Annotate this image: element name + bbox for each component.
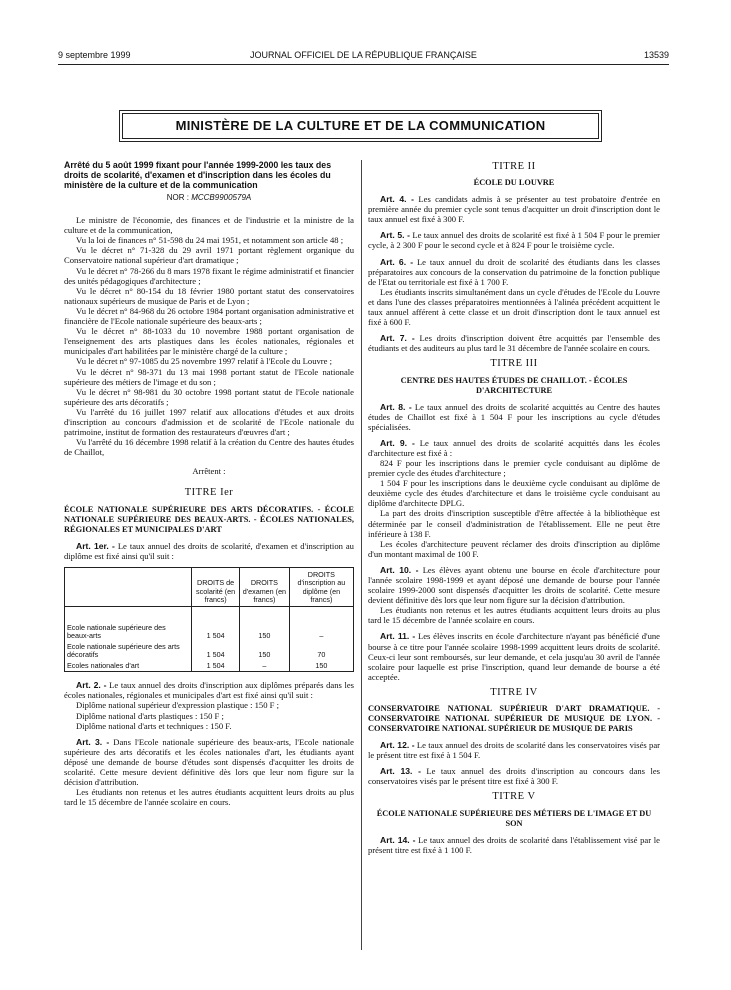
table-cell: 150 [289,661,353,672]
header-page-number: 13539 [643,50,669,60]
nor-label: NOR : [166,193,189,202]
article-10-label: Art. 10. - [380,564,419,575]
table-header-cell [65,567,192,606]
article-9-paragraph: 1 504 F pour les inscriptions dans le deuxième cycle conduisant au diplôme de deuxième cycle des études d'architecture et dans le troisième cycle conduisant au diplôme d'architecte DPLG. [368,478,660,509]
titre-5-subtitle: ÉCOLE NATIONALE SUPÉRIEURE DES MÉTIERS DE L'IMAGE ET DU SON [376,808,652,828]
header-date: 9 septembre 1999 [58,50,131,60]
table-header-cell: DROITS de scolarité (en francs) [192,567,240,606]
article-9-paragraph: Les écoles d'architecture peuvent réclamer des droits d'inscription au diplôme d'un montant maximal de 100 F. [368,538,660,559]
table-spacer-row [65,606,354,623]
preamble-line: Vu le décret n° 80-154 du 18 février 1980 portant statut des conservatoires nationaux supérieurs de musique de Paris et de Lyon ; [64,285,354,306]
nor-value: MCCB9900579A [191,193,252,202]
article-9-paragraph: 824 F pour les inscriptions dans le premier cycle conduisant au diplôme de premier cycle des études d'architecture ; [368,457,660,479]
article-13 [368,766,660,786]
article-13-text: Le taux annuel des droits d'inscription au concours dans les conservatoires visés par le présent titre est fixé à 300 F. [368,766,660,787]
table-cell: 1 504 [192,661,240,672]
titre-3-heading: TITRE III [490,358,538,370]
article-3-text: Dans l'Ecole nationale supérieure des beaux-arts, l'Ecole nationale supérieure des arts décoratifs et les écoles nationales d'art, les étudiants ayant déposé une demande de bourse d'études sont dispensés d'acquitter les droits de scolarité. Cette mesure devient définitive dès lors que leur nom figure sur la décision d'attribution. [64,736,354,788]
article-7-text: Les droits d'inscription doivent être acquittés par l'ensemble des étudiants et des auditeurs au plus tard le 31 décembre de l'année scolaire en cours. [368,333,660,354]
arretent-heading: Arrêtent : [192,466,226,477]
article-1-label: Art. 1er. - [76,540,115,551]
article-5 [368,230,660,250]
table-cell: – [240,661,290,672]
article-4-text: Les candidats admis à se présenter au test probatoire d'entrée en première année du premier cycle sont tenus d'acquitter un droit d'inscription dont le taux annuel est fixé à 300 F. [368,194,661,225]
article-9-text: Le taux annuel des droits de scolarité acquittés dans les écoles d'architecture est fixé à : [368,437,660,458]
diploma-item: Diplôme national supérieur d'expression plastique : 150 F ; [76,700,279,711]
left-column [64,160,354,807]
article-12 [368,740,660,760]
table-header-cell: DROITS d'inscription au diplôme (en francs) [289,567,353,606]
table-cell: 1 504 [192,642,240,661]
article-6-text-2: Les étudiants inscrits simultanément dans un cycle d'études de l'Ecole du Louvre et dans l'une des classes préparatoires mentionnées à l'alinéa précédent acquittent le taux annuel afférent à cette classe et un droit d'inscription dont le taux annuel est fixé à 600 F. [368,286,660,328]
article-4-label: Art. 4. - [380,194,415,205]
preamble-line: Vu le décret n° 97-1085 du 25 novembre 1997 relatif à l'Ecole du Louvre ; [76,356,332,367]
table-cell: Ecoles nationales d'art [65,661,192,672]
diploma-item: Diplôme national d'arts plastiques : 150 F ; [76,710,224,721]
article-13-label: Art. 13. - [380,766,421,777]
header-journal-name: JOURNAL OFFICIEL DE LA RÉPUBLIQUE FRANÇAISE [250,50,477,60]
article-10-text-2: Les étudiants non retenus et les autres étudiants acquittent leurs droits au plus tard le 15 décembre de l'année scolaire en cours. [368,605,660,626]
preamble-line: Vu le décret n° 84-968 du 26 octobre 1984 portant organisation administrative et financière de l'Ecole nationale supérieure des beaux-arts ; [64,305,354,327]
article-14 [368,835,660,855]
article-14-text: Le taux annuel des droits de scolarité dans l'établissement visé par le présent titre est fixé à 1 100 F. [368,834,660,855]
preamble-line: Vu le décret n° 98-371 du 13 mai 1998 portant statut de l'Ecole nationale supérieure des métiers de l'image et du son ; [64,366,354,387]
article-2-label: Art. 2. - [76,680,107,691]
titre-1-subtitle: ÉCOLE NATIONALE SUPÉRIEURE DES ARTS DÉCORATIFS. - ÉCOLE NATIONALE SUPÉRIEURE DES BEAUX-ARTS. - ÉCOLES NATIONALES, RÉGIONALES ET MUNICIPALES D'ART [64,504,354,534]
titre-1-heading: TITRE Ier [184,487,234,499]
table-row [65,623,354,642]
preamble-line: Vu le décret n° 88-1033 du 10 novembre 1988 portant organisation de l'enseignement des arts plastiques dans les écoles nationales, régionales et municipales d'art habilitées par le ministère chargé de la culture ; [64,326,354,357]
article-11 [368,631,660,681]
table-row [65,661,354,672]
preamble-line: Vu le décret n° 71-328 du 29 avril 1971 portant règlement organique du Conservatoire national supérieur d'art dramatique ; [64,245,354,266]
preamble-line: Le ministre de l'économie, des finances et de l'industrie et la ministre de la culture et de la communication, [64,215,354,236]
table-row [65,642,354,661]
titre-4-heading: TITRE IV [490,686,538,698]
article-2-text: Le taux annuel des droits d'inscription aux diplômes préparés dans les écoles nationales, régionales et municipales d'art est fixé ainsi qu'il suit : [64,680,354,701]
table-cell: Ecole nationale supérieure des arts décoratifs [65,642,192,661]
article-9-label: Art. 9. - [380,437,415,448]
article-9 [368,438,660,458]
table-header-cell: DROITS d'examen (en francs) [240,567,290,606]
article-6 [368,257,660,287]
fees-table [64,567,354,673]
column-divider [361,160,362,950]
article-6-label: Art. 6. - [380,256,414,267]
decree-title: Arrêté du 5 août 1999 fixant pour l'année 1999-2000 les taux des droits de scolarité, d'examen et d'inscription dans les écoles du ministère de la culture et de la communication [64,160,332,190]
article-8-text: Le taux annuel des droits de scolarité acquittés au Centre des hautes études de Chaillot est fixé à 1 504 F pour les inscriptions au cycle d'études spécialisées. [368,401,661,432]
ministry-banner: MINISTÈRE DE LA CULTURE ET DE LA COMMUNICATION [122,113,599,139]
right-column [368,160,660,855]
article-8-label: Art. 8. - [380,401,412,412]
article-3-text-2: Les étudiants non retenus et les autres étudiants acquittent leurs droits au plus tard le 15 décembre de l'année scolaire en cours. [64,787,354,808]
article-7-label: Art. 7. - [380,333,415,344]
table-cell: Ecole nationale supérieure des beaux-arts [65,623,192,642]
article-2 [64,680,354,700]
table-header-row [65,567,354,606]
titre-2-heading: TITRE II [492,161,536,172]
article-5-label: Art. 5. - [380,230,411,241]
article-10-text: Les élèves ayant obtenu une bourse en école d'architecture pour l'année scolaire 1998-1999 et ayant déposé une demande de bourse pour l'année scolaire 1999-2000 sont dispensés d'acquitter les droits de scolarité. Cette mesure devient définitive dès lors que leur nom figure sur la décision d'attribution. [368,564,660,606]
titre-3-subtitle: CENTRE DES HAUTES ÉTUDES DE CHAILLOT. - ÉCOLES D'ARCHITECTURE [400,375,628,395]
page-header [58,50,669,64]
titre-4-subtitle: CONSERVATOIRE NATIONAL SUPÉRIEUR D'ART DRAMATIQUE. - CONSERVATOIRE NATIONAL SUPÉRIEUR DE MUSIQUE DE LYON. - CONSERVATOIRE NATIONAL SUPÉRIEUR DE MUSIQUE DE PARIS [368,704,660,734]
article-14-label: Art. 14. - [380,834,416,845]
article-9-paragraph: La part des droits d'inscription susceptible d'être affectée à la bibliothèque est déterminée par le conseil d'administration de l'établissement. Elle ne peut être inférieure à 138 F. [368,508,660,539]
table-cell: – [289,623,353,642]
titre-5-heading: TITRE V [492,791,536,803]
preamble-line: Vu la loi de finances n° 51-598 du 24 mai 1951, et notamment son article 48 ; [76,235,344,246]
nor-reference [64,193,354,203]
article-4 [368,194,660,224]
table-cell: 150 [240,642,290,661]
preamble-line: Vu le décret n° 98-981 du 30 octobre 1998 portant statut de l'Ecole nationale supérieure des arts décoratifs ; [64,386,354,407]
article-6-text: Le taux annuel du droit de scolarité des étudiants dans les classes préparatoires aux concours de la conservation du patrimoine de la fonction publique de l'Etat ou territoriale est fixé à 1 700 F. [368,256,660,287]
titre-2-subtitle: ÉCOLE DU LOUVRE [473,178,555,188]
preamble-line: Vu le décret n° 78-266 du 8 mars 1978 fixant le régime administratif et financier des unités pédagogiques d'architecture ; [64,265,354,286]
article-1 [64,541,354,561]
table-cell: 1 504 [192,623,240,642]
article-3-label: Art. 3. - [76,736,110,747]
article-11-text: Les élèves inscrits en école d'architecture n'ayant pas bénéficié d'une bourse à ce titre pour l'année scolaire 1998-1999 acquittent leurs droits de scolarité. Ceux-ci leur sont remboursés, sur leur demande, et cela jusqu'au 30 avril de l'année scolaire pour laquelle est prise l'inscription, quand leur demande de bourse a été acceptée. [368,631,660,682]
preamble-line: Vu l'arrêté du 16 juillet 1997 relatif aux allocations d'études et aux droits d'inscription au concours d'admission et de scolarité de l'Ecole nationale du patrimoine, institut de formation des restaurateurs d'œuvres d'art ; [64,406,354,438]
article-12-text: Le taux annuel des droits de scolarité dans les conservatoires visés par le présent titre est fixé à 1 504 F. [368,740,661,761]
table-cell: 70 [289,642,353,661]
preamble-line: Vu l'arrêté du 16 décembre 1998 relatif à la création du Centre des hautes études de Chaillot, [64,437,354,458]
table-cell: 150 [240,623,290,642]
article-5-text: Le taux annuel des droits de scolarité est fixé à 1 504 F pour le premier cycle, à 2 300 F pour le second cycle et à 824 F pour le troisième cycle. [368,230,661,251]
article-10 [368,565,660,605]
diploma-item: Diplôme national d'arts et techniques : 150 F. [76,720,232,731]
article-8 [368,402,660,432]
article-11-label: Art. 11. - [380,631,416,642]
article-12-label: Art. 12. - [380,740,415,751]
article-3 [64,737,354,787]
header-rule [58,64,669,65]
article-1-text: Le taux annuel des droits de scolarité, d'examen et d'inscription au diplôme est fixé ainsi qu'il suit : [64,540,354,561]
article-7 [368,333,660,353]
